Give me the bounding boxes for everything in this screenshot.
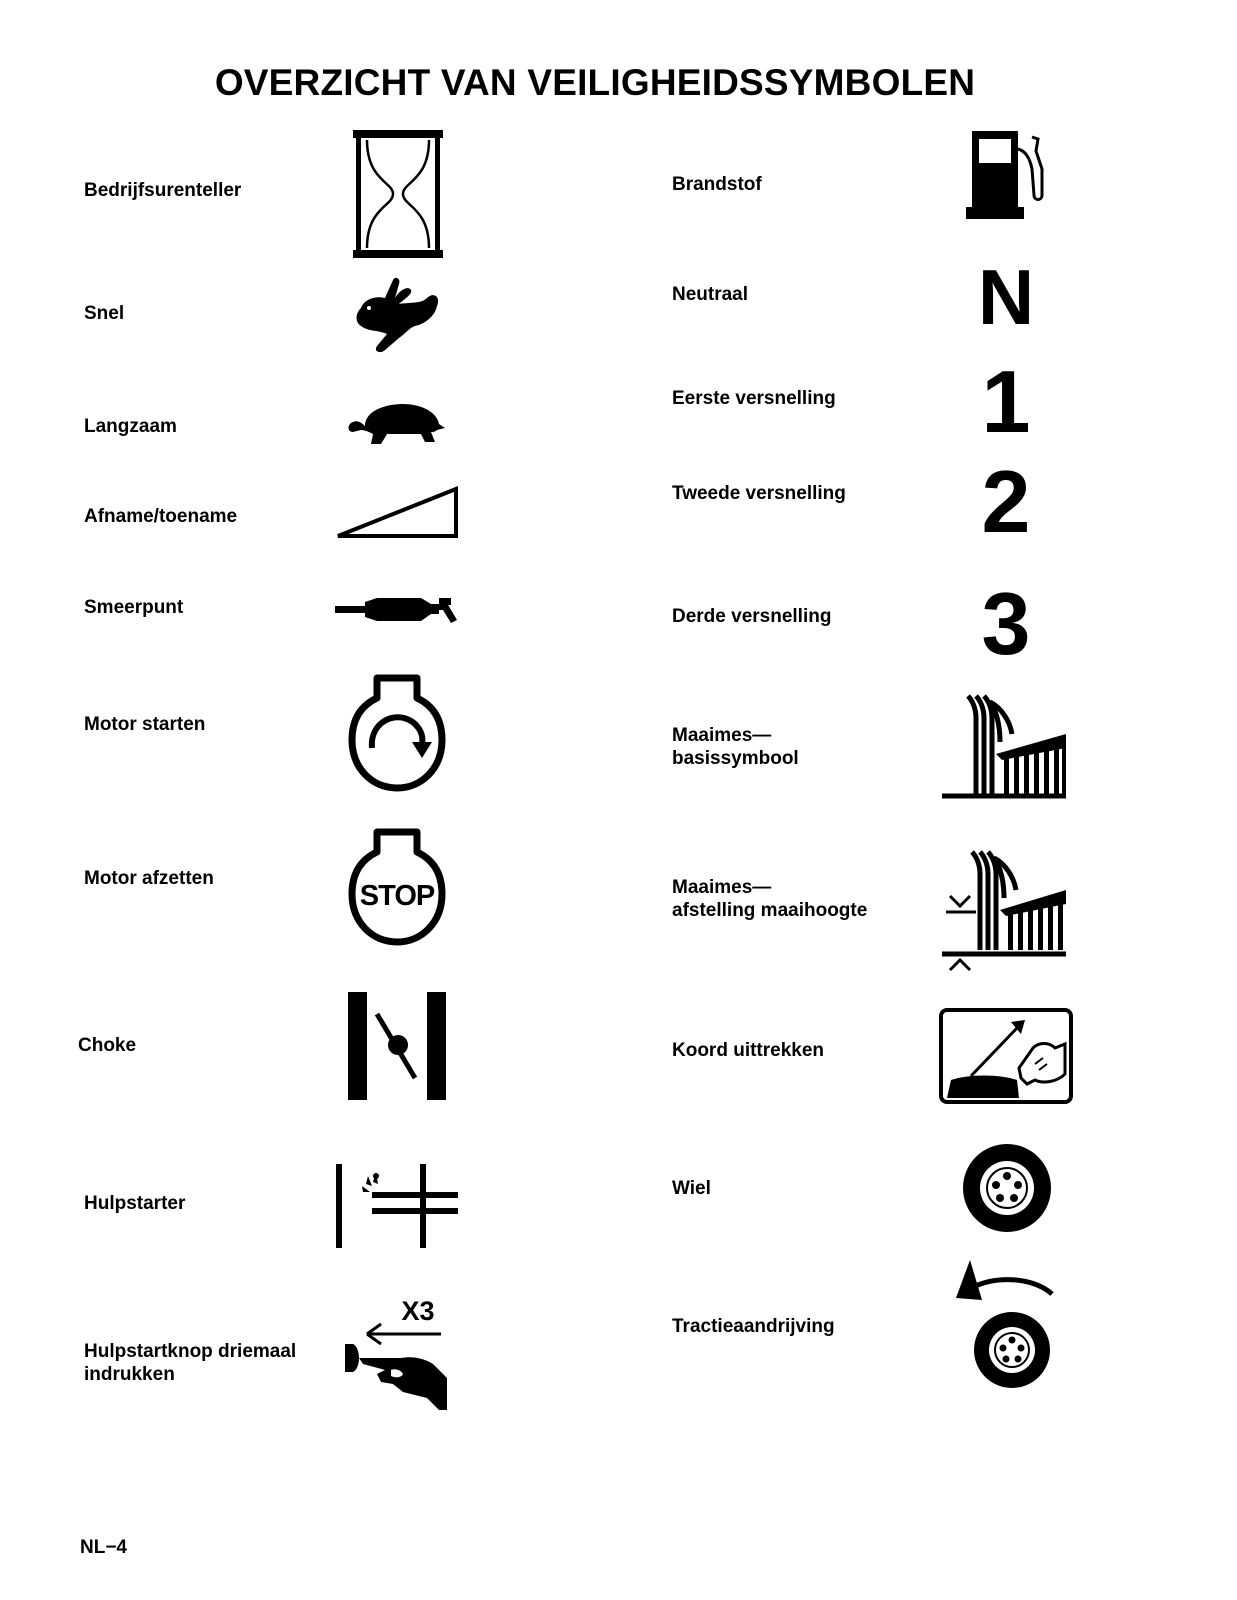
label-line-2: afstelling maaihoogte [672, 900, 868, 921]
label-motor-starten: Motor starten [84, 714, 206, 735]
wheel-icon [959, 1142, 1055, 1234]
label-line-2: basissymbool [672, 748, 799, 769]
neutral-icon: N [977, 253, 1035, 341]
label-line-1: Maaimes— [672, 877, 772, 898]
press-primer-icon [341, 1318, 451, 1413]
label-snel: Snel [84, 303, 125, 324]
gear-1-icon: 1 [981, 352, 1031, 451]
x3-text: X3 [401, 1296, 435, 1326]
page-number: NL−4 [80, 1537, 127, 1558]
label-hulpstarter: Hulpstarter [84, 1193, 186, 1214]
grease-gun-icon [335, 594, 460, 626]
label-hulpstartknop-driemaal [84, 1340, 296, 1386]
label-tweede-versnelling: Tweede versnelling [672, 483, 846, 504]
label-brandstof: Brandstof [672, 174, 762, 195]
label-maaimes-basissymbool [672, 724, 799, 770]
label-tractieaandrijving: Tractieaandrijving [672, 1316, 835, 1337]
label-line-1: Hulpstartknop driemaal [84, 1341, 297, 1362]
gear-2-icon: 2 [981, 452, 1031, 551]
cutting-height-icon [942, 850, 1068, 974]
ramp-icon [335, 486, 460, 540]
label-afname-toename: Afname/toename [84, 506, 238, 527]
label-koord-uittrekken: Koord uittrekken [672, 1040, 825, 1061]
label-langzaam: Langzaam [84, 416, 177, 437]
label-line-2: indrukken [84, 1364, 175, 1385]
hourglass-icon [353, 130, 443, 260]
engine-start-icon [348, 674, 446, 794]
label-derde-versnelling: Derde versnelling [672, 606, 832, 627]
traction-drive-icon [952, 1258, 1057, 1390]
label-choke: Choke [78, 1035, 137, 1056]
mower-blade-icon [942, 694, 1068, 804]
fuel-pump-icon [966, 129, 1046, 221]
choke-icon [348, 990, 446, 1102]
label-line-1: Maaimes— [672, 725, 772, 746]
rabbit-icon [355, 276, 440, 354]
label-maaimes-afstelling [672, 876, 867, 922]
turtle-icon [347, 402, 447, 446]
label-motor-afzetten: Motor afzetten [84, 868, 214, 889]
label-neutraal: Neutraal [672, 284, 749, 305]
stop-text: STOP [359, 880, 435, 912]
pull-cord-icon [939, 1008, 1074, 1106]
label-bedrijfsurenteller: Bedrijfsurenteller [84, 180, 242, 201]
label-eerste-versnelling: Eerste versnelling [672, 388, 836, 409]
primer-icon [336, 1162, 461, 1250]
page-title: OVERZICHT VAN VEILIGHEIDSSYMBOLEN [214, 62, 976, 103]
gear-3-icon: 3 [981, 574, 1031, 673]
label-smeerpunt: Smeerpunt [84, 597, 184, 618]
label-wiel: Wiel [672, 1178, 711, 1199]
